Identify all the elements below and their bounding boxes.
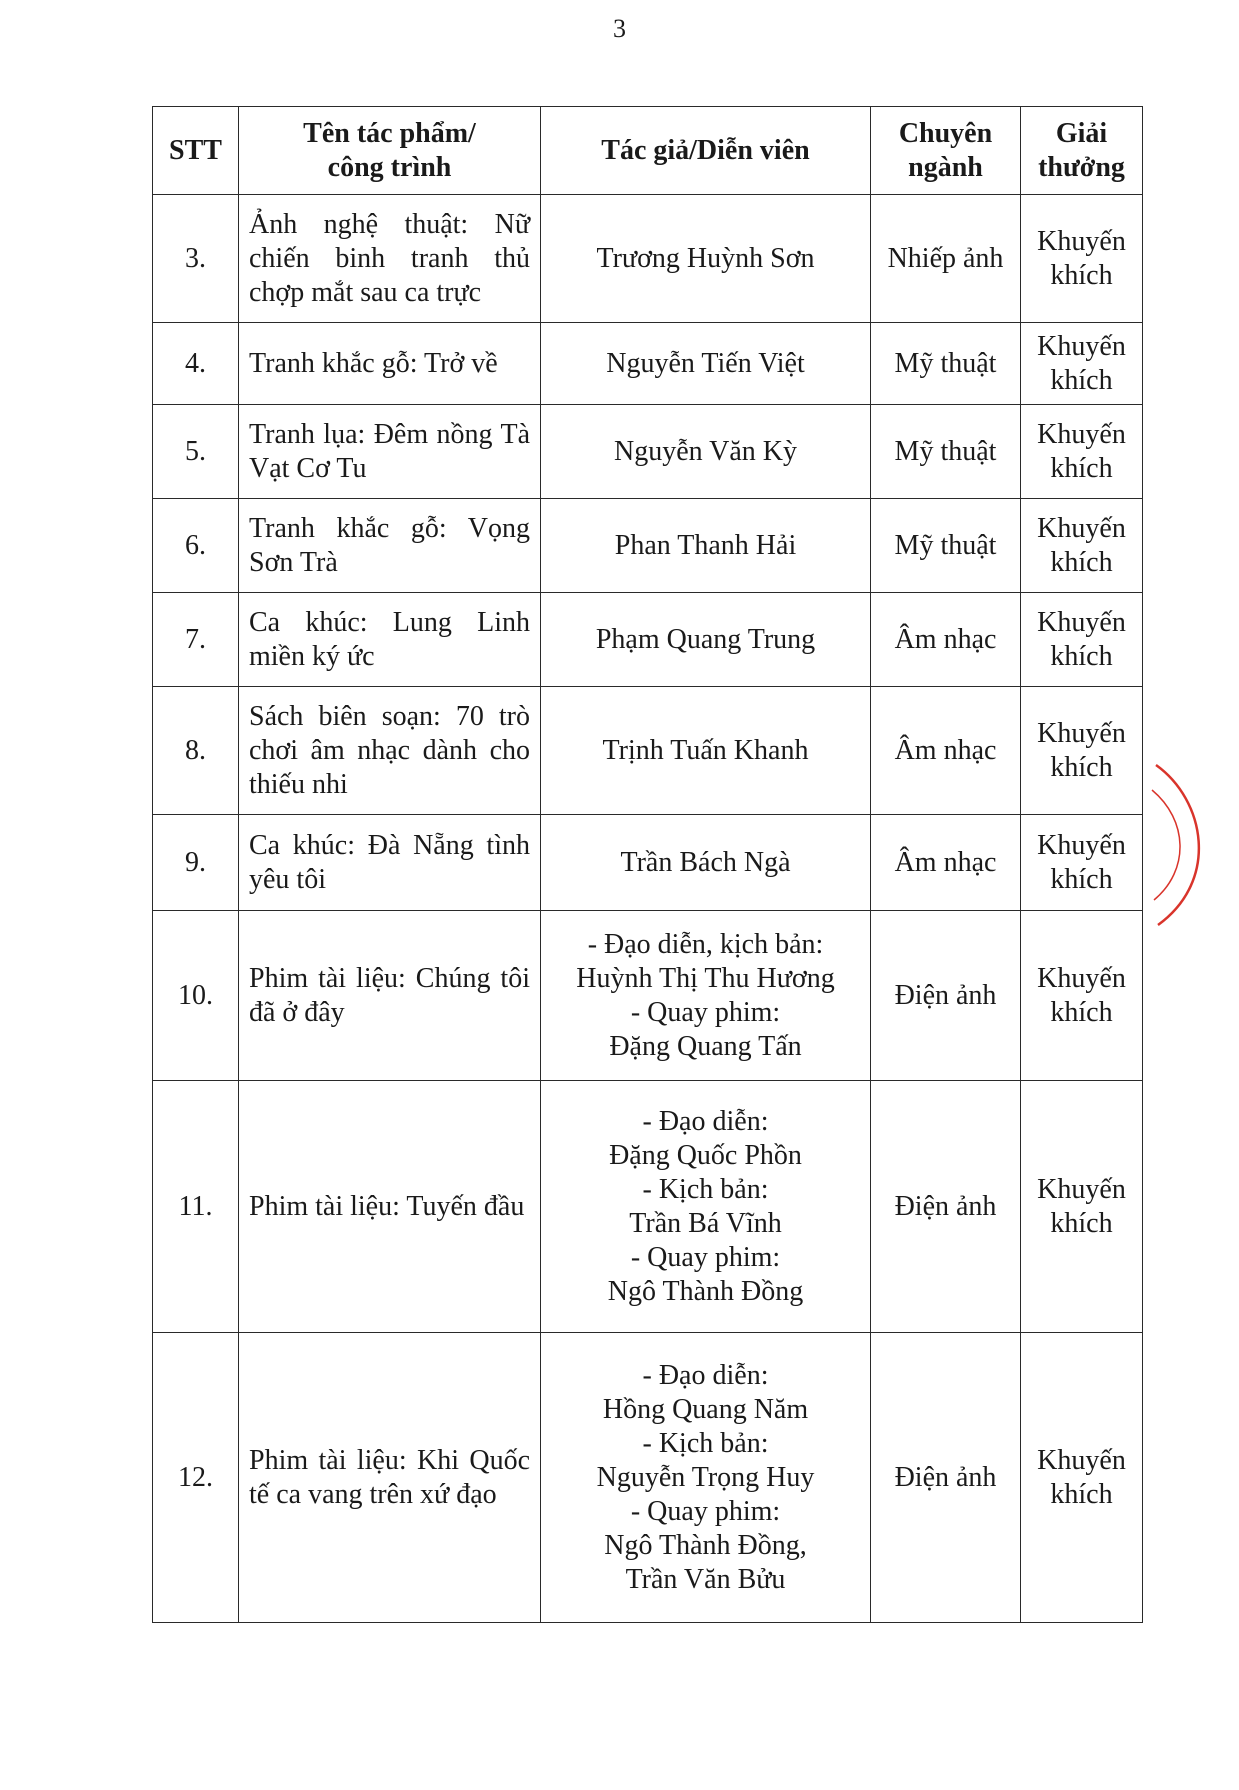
table-row: [153, 815, 1143, 911]
row-authors: [541, 815, 871, 911]
author-line: Phạm Quang Trung: [595, 623, 816, 655]
award-line: khích: [1050, 640, 1113, 672]
row-title: Phim tài liệu: Chúng tôi đã ở đây: [239, 911, 541, 1081]
author-line: - Đạo diễn:: [642, 1359, 769, 1391]
table-row: [153, 593, 1143, 687]
author-line: - Quay phim:: [630, 1241, 781, 1273]
row-authors: [541, 911, 871, 1081]
header-stt: STT: [153, 107, 239, 195]
header-title: [239, 107, 541, 195]
row-title: Tranh khắc gỗ: Vọng Sơn Trà: [239, 499, 541, 593]
row-field: Mỹ thuật: [871, 405, 1021, 499]
author-line: - Kịch bản:: [642, 1173, 769, 1205]
award-line: Khuyến: [1037, 330, 1126, 362]
author-line: Nguyễn Văn Kỳ: [613, 435, 797, 467]
award-line: Khuyến: [1037, 606, 1126, 638]
row-stt: 6.: [153, 499, 239, 593]
table-row: [153, 687, 1143, 815]
row-field: Âm nhạc: [871, 593, 1021, 687]
red-seal-stamp: [1150, 760, 1230, 930]
row-award: [1021, 1081, 1143, 1333]
table-row: [153, 195, 1143, 323]
row-award: [1021, 195, 1143, 323]
author-line: Trương Huỳnh Sơn: [596, 242, 815, 274]
author-line: Ngô Thành Đồng: [607, 1275, 804, 1307]
row-award: [1021, 911, 1143, 1081]
row-authors: [541, 499, 871, 593]
header-award-line1: Giải: [1055, 117, 1108, 149]
author-line: - Quay phim:: [630, 1495, 781, 1527]
row-title: Tranh khắc gỗ: Trở về: [239, 323, 541, 405]
row-authors: [541, 687, 871, 815]
row-stt: 7.: [153, 593, 239, 687]
header-title-line1: Tên tác phẩm/: [303, 117, 476, 149]
header-award: [1021, 107, 1143, 195]
award-line: khích: [1050, 259, 1113, 291]
row-field: Mỹ thuật: [871, 323, 1021, 405]
row-field: Điện ảnh: [871, 1081, 1021, 1333]
row-stt: 10.: [153, 911, 239, 1081]
award-line: Khuyến: [1037, 225, 1126, 257]
row-award: [1021, 499, 1143, 593]
header-author: Tác giả/Diễn viên: [541, 107, 871, 195]
author-line: Trần Bách Ngà: [620, 846, 791, 878]
award-line: Khuyến: [1037, 717, 1126, 749]
table-body: [153, 195, 1143, 1623]
author-line: Nguyễn Trọng Huy: [596, 1461, 815, 1493]
row-title: Phim tài liệu: Khi Quốc tế ca vang trên xứ đạo: [239, 1333, 541, 1623]
award-line: khích: [1050, 1478, 1113, 1510]
award-line: Khuyến: [1037, 1444, 1126, 1476]
award-line: Khuyến: [1037, 962, 1126, 994]
row-stt: 12.: [153, 1333, 239, 1623]
author-line: Phan Thanh Hải: [614, 529, 797, 561]
row-field: Âm nhạc: [871, 815, 1021, 911]
header-award-line2: thưởng: [1038, 151, 1125, 183]
header-title-line2: công trình: [327, 151, 452, 183]
author-line: Nguyễn Tiến Việt: [606, 347, 805, 379]
header-field-line1: Chuyên: [898, 117, 993, 149]
row-authors: [541, 323, 871, 405]
row-award: [1021, 323, 1143, 405]
award-line: khích: [1050, 1207, 1113, 1239]
row-field: Điện ảnh: [871, 911, 1021, 1081]
table-row: [153, 499, 1143, 593]
row-award: [1021, 593, 1143, 687]
table-row: [153, 405, 1143, 499]
row-stt: 3.: [153, 195, 239, 323]
row-title: Phim tài liệu: Tuyến đầu: [239, 1081, 541, 1333]
award-line: khích: [1050, 364, 1113, 396]
author-line: - Đạo diễn, kịch bản:: [587, 928, 824, 960]
row-stt: 5.: [153, 405, 239, 499]
row-authors: [541, 1081, 871, 1333]
author-line: Huỳnh Thị Thu Hương: [576, 962, 835, 994]
table-row: [153, 323, 1143, 405]
row-field: Âm nhạc: [871, 687, 1021, 815]
row-award: [1021, 815, 1143, 911]
award-line: khích: [1050, 546, 1113, 578]
row-authors: [541, 1333, 871, 1623]
table-header-row: [153, 107, 1143, 195]
author-line: Ngô Thành Đồng,: [604, 1529, 807, 1561]
award-line: Khuyến: [1037, 418, 1126, 450]
row-title: Ảnh nghệ thuật: Nữ chiến binh tranh thủ chợp mắt sau ca trực: [239, 195, 541, 323]
header-field: [871, 107, 1021, 195]
author-line: - Quay phim:: [630, 996, 781, 1028]
author-line: Trần Bá Vĩnh: [629, 1207, 782, 1239]
row-authors: [541, 195, 871, 323]
award-line: Khuyến: [1037, 1173, 1126, 1205]
row-title: Sách biên soạn: 70 trò chơi âm nhạc dành cho thiếu nhi: [239, 687, 541, 815]
row-title: Ca khúc: Đà Nẵng tình yêu tôi: [239, 815, 541, 911]
header-field-line2: ngành: [908, 151, 983, 183]
row-award: [1021, 405, 1143, 499]
row-award: [1021, 1333, 1143, 1623]
row-authors: [541, 405, 871, 499]
row-stt: 9.: [153, 815, 239, 911]
award-line: khích: [1050, 996, 1113, 1028]
row-authors: [541, 593, 871, 687]
row-award: [1021, 687, 1143, 815]
author-line: Đặng Quang Tấn: [609, 1030, 802, 1062]
row-stt: 8.: [153, 687, 239, 815]
awards-table: [152, 106, 1143, 1623]
row-title: Ca khúc: Lung Linh miền ký ức: [239, 593, 541, 687]
award-line: khích: [1050, 863, 1113, 895]
award-line: khích: [1050, 452, 1113, 484]
page-number: 3: [613, 14, 626, 43]
author-line: Trịnh Tuấn Khanh: [602, 734, 809, 766]
author-line: - Đạo diễn:: [642, 1105, 769, 1137]
table-row: [153, 911, 1143, 1081]
author-line: Hồng Quang Năm: [602, 1393, 809, 1425]
row-field: Điện ảnh: [871, 1333, 1021, 1623]
award-line: Khuyến: [1037, 829, 1126, 861]
row-stt: 11.: [153, 1081, 239, 1333]
table-row: [153, 1333, 1143, 1623]
author-line: Trần Văn Bửu: [625, 1563, 786, 1595]
author-line: Đặng Quốc Phồn: [609, 1139, 802, 1171]
award-line: Khuyến: [1037, 512, 1126, 544]
table-row: [153, 1081, 1143, 1333]
author-line: - Kịch bản:: [642, 1427, 769, 1459]
award-line: khích: [1050, 751, 1113, 783]
row-field: Mỹ thuật: [871, 499, 1021, 593]
row-title: Tranh lụa: Đêm nồng Tà Vạt Cơ Tu: [239, 405, 541, 499]
row-stt: 4.: [153, 323, 239, 405]
row-field: Nhiếp ảnh: [871, 195, 1021, 323]
